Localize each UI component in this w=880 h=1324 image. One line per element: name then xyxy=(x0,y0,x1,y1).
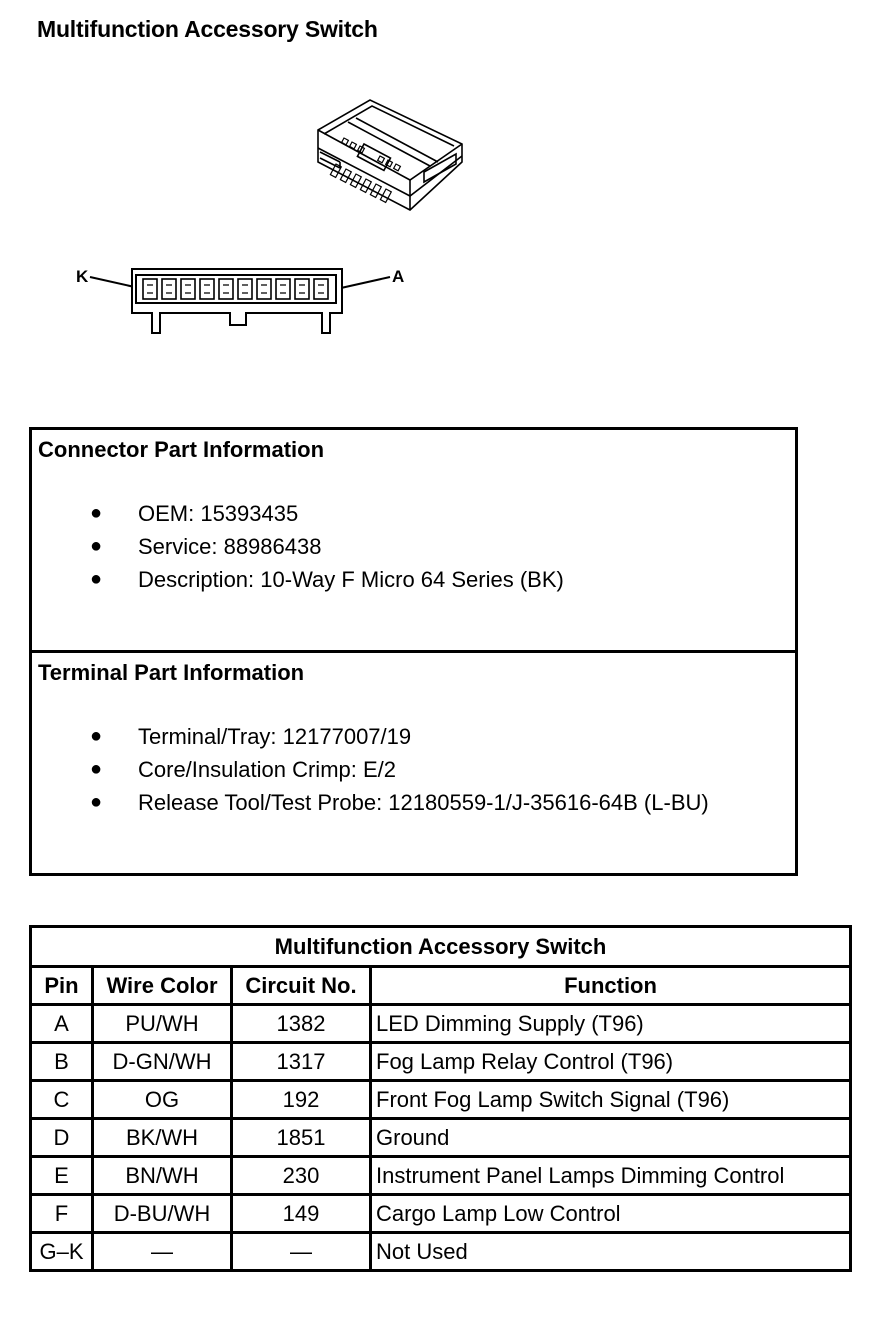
connector-part-info-heading: Connector Part Information xyxy=(38,437,325,462)
function-cell: Ground xyxy=(371,1119,851,1157)
bullet-icon: ● xyxy=(90,725,103,747)
terminal-part-info-cell xyxy=(31,652,797,875)
table-row xyxy=(31,1233,851,1271)
table-row xyxy=(31,1043,851,1081)
list-item: ● Description: 10-Way F Micro 64 Series (BK) xyxy=(32,563,795,596)
connector-part-info-cell xyxy=(31,429,797,652)
function-cell: Instrument Panel Lamps Dimming Control xyxy=(371,1157,851,1195)
pin-cell: G–K xyxy=(31,1233,93,1271)
page-title: Multifunction Accessory Switch xyxy=(37,16,378,42)
terminal-part-info-list xyxy=(32,720,795,819)
pin-cell: E xyxy=(31,1157,93,1195)
bullet-icon: ● xyxy=(90,535,103,557)
bullet-icon: ● xyxy=(90,758,103,780)
table-row xyxy=(31,1005,851,1043)
circuit-no-cell: 1382 xyxy=(232,1005,371,1043)
list-item: ● Service: 88986438 xyxy=(32,530,795,563)
column-header-circuit-no: Circuit No. xyxy=(232,967,371,1005)
pin-a-label: A xyxy=(392,267,405,286)
terminal-part-info-heading: Terminal Part Information xyxy=(38,660,305,685)
pinout-table-caption: Multifunction Accessory Switch xyxy=(31,927,851,967)
table-row xyxy=(31,1157,851,1195)
wire-color-cell: BN/WH xyxy=(93,1157,232,1195)
wire-color-cell: — xyxy=(93,1233,232,1271)
column-header-function: Function xyxy=(371,967,851,1005)
pin-cell: C xyxy=(31,1081,93,1119)
connector-part-info-list xyxy=(32,497,795,596)
function-cell: Not Used xyxy=(371,1233,851,1271)
pinout-table xyxy=(29,925,852,1272)
table-row xyxy=(31,1195,851,1233)
wire-color-cell: D-GN/WH xyxy=(93,1043,232,1081)
function-cell: Cargo Lamp Low Control xyxy=(371,1195,851,1233)
pin-cell: A xyxy=(31,1005,93,1043)
pin-cell: B xyxy=(31,1043,93,1081)
function-cell: LED Dimming Supply (T96) xyxy=(371,1005,851,1043)
wire-color-cell: BK/WH xyxy=(93,1119,232,1157)
list-item: ● Terminal/Tray: 12177007/19 xyxy=(32,720,795,753)
column-header-pin: Pin xyxy=(31,967,93,1005)
list-item: ● Core/Insulation Crimp: E/2 xyxy=(32,753,795,786)
function-cell: Front Fog Lamp Switch Signal (T96) xyxy=(371,1081,851,1119)
pin-cell: F xyxy=(31,1195,93,1233)
table-header-row xyxy=(31,967,851,1005)
pin-k-label: K xyxy=(76,267,89,286)
bullet-icon: ● xyxy=(90,568,103,590)
connector-face-diagram xyxy=(70,255,430,345)
circuit-no-cell: 149 xyxy=(232,1195,371,1233)
wire-color-cell: PU/WH xyxy=(93,1005,232,1043)
wire-color-cell: OG xyxy=(93,1081,232,1119)
table-row xyxy=(31,1081,851,1119)
function-cell: Fog Lamp Relay Control (T96) xyxy=(371,1043,851,1081)
table-row xyxy=(31,1119,851,1157)
circuit-no-cell: 192 xyxy=(232,1081,371,1119)
circuit-no-cell: — xyxy=(232,1233,371,1271)
pin-cell: D xyxy=(31,1119,93,1157)
part-info-table xyxy=(29,427,798,876)
circuit-no-cell: 1317 xyxy=(232,1043,371,1081)
bullet-icon: ● xyxy=(90,791,103,813)
connector-3d-illustration xyxy=(300,92,470,222)
bullet-icon: ● xyxy=(90,502,103,524)
list-item: ● Release Tool/Test Probe: 12180559-1/J-35616-64B (L-BU) xyxy=(32,786,795,819)
circuit-no-cell: 1851 xyxy=(232,1119,371,1157)
list-item: ● OEM: 15393435 xyxy=(32,497,795,530)
circuit-no-cell: 230 xyxy=(232,1157,371,1195)
wire-color-cell: D-BU/WH xyxy=(93,1195,232,1233)
column-header-wire-color: Wire Color xyxy=(93,967,232,1005)
